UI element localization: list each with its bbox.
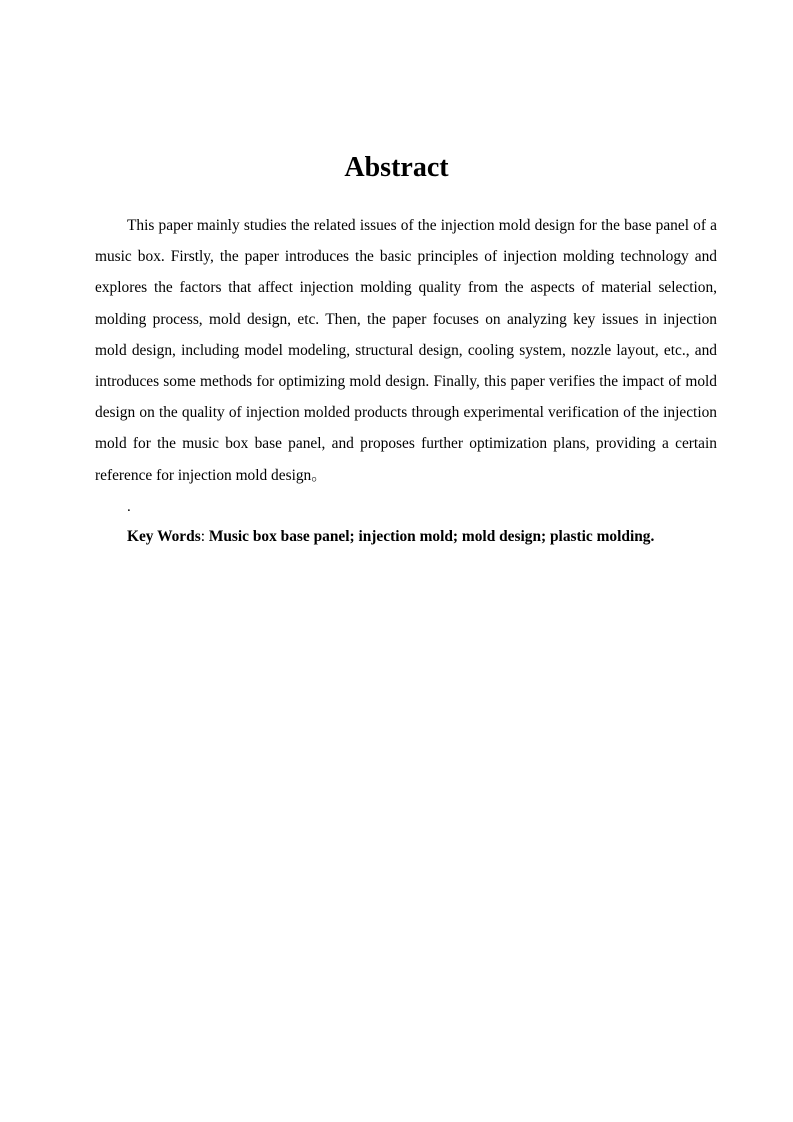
keywords-value: Music box base panel; injection mold; mold design; plastic molding. [208,528,655,545]
keywords-colon: : [200,528,209,545]
separator-dot: . [127,499,131,515]
keywords-label: Key Words [127,528,201,545]
abstract-title: Abstract [344,152,449,183]
abstract-paragraph: This paper mainly studies the related issues of the injection mold design for the base panel of a music box. Firstly, the paper introduces the basic principles of injection molding technology and explores the factors that affect injection molding quality from the aspects of material selection, molding process, mold design, etc. Then, the paper focuses on analyzing key issues in injection mold design, including model modeling, structural design, cooling system, nozzle layout, etc., and introduces some methods for optimizing mold design. Finally, this paper verifies the impact of mold design on the quality of injection molded products through experimental verification of the injection mold for the music box base panel, and proposes further optimization plans, providing a certain reference for injection mold design。 [95,217,717,484]
keywords-line [127,526,727,548]
